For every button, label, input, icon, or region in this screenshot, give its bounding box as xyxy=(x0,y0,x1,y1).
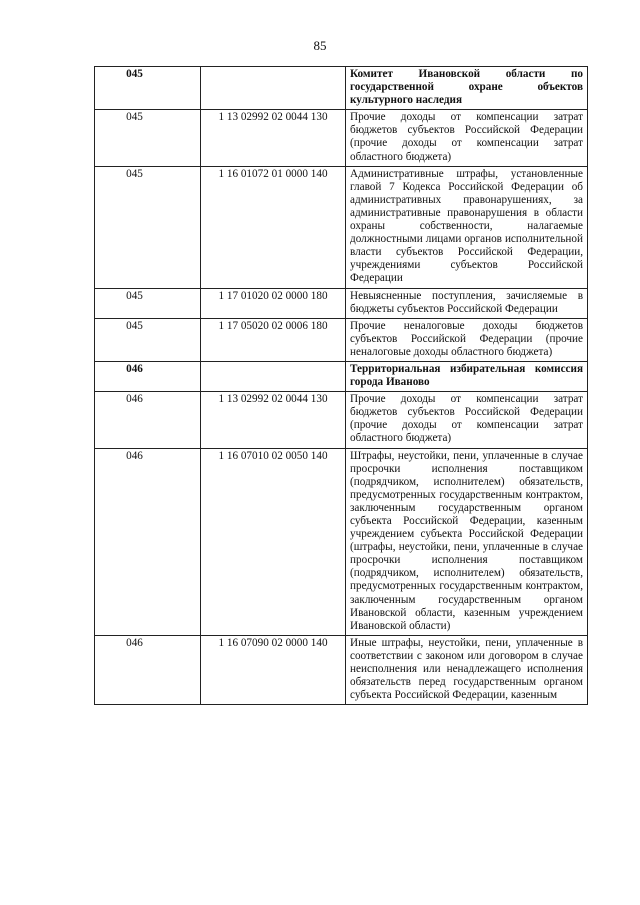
admin-code-cell: 046 xyxy=(95,635,201,704)
admin-code-cell: 045 xyxy=(95,166,201,288)
admin-code-cell: 046 xyxy=(95,392,201,448)
admin-code-cell: 046 xyxy=(95,361,201,391)
table-row xyxy=(95,361,588,391)
table-row xyxy=(95,392,588,448)
revenue-code-cell: 1 16 01072 01 0000 140 xyxy=(201,166,346,288)
table-row xyxy=(95,448,588,635)
description-cell: Иные штрафы, неустойки, пени, уплаченные в соответствии с законом или договором в случае неисполнения или ненадлежащего исполнения обязательств перед государственным органом субъекта Российской Федерации, казенным xyxy=(346,635,588,704)
admin-code-cell: 045 xyxy=(95,67,201,110)
admin-code-cell: 045 xyxy=(95,288,201,318)
revenue-code-cell xyxy=(201,361,346,391)
description-cell: Невыясненные поступления, зачисляемые в бюджеты субъектов Российской Федерации xyxy=(346,288,588,318)
revenue-code-cell: 1 16 07090 02 0000 140 xyxy=(201,635,346,704)
table-row xyxy=(95,166,588,288)
description-cell: Прочие доходы от компенсации затрат бюджетов субъектов Российской Федерации (прочие доходы от компенсации затрат областного бюджета) xyxy=(346,392,588,448)
revenue-codes-table xyxy=(94,66,588,705)
table-row xyxy=(95,318,588,361)
description-cell: Комитет Ивановской области по государственной охране объектов культурного наследия xyxy=(346,67,588,110)
revenue-code-cell: 1 13 02992 02 0044 130 xyxy=(201,392,346,448)
description-cell: Прочие неналоговые доходы бюджетов субъектов Российской Федерации (прочие неналоговые доходы областного бюджета) xyxy=(346,318,588,361)
description-cell: Административные штрафы, установленные главой 7 Кодекса Российской Федерации об административных правонарушениях, за административные правонарушения в области охраны собственности, налагаемые должностными лицами органов исполнительной власти субъектов Российской Федерации, учреждениями субъектов Российской Федерации xyxy=(346,166,588,288)
description-cell: Штрафы, неустойки, пени, уплаченные в случае просрочки исполнения поставщиком (подрядчиком, исполнителем) обязательств, предусмотренных государственным контрактом, заключенным государственным органом субъекта Российской Федерации, казенным учреждением субъекта Российской Федерации (штрафы, неустойки, пени, уплаченные в случае просрочки исполнения поставщиком (подрядчиком, исполнителем) обязательств, предусмотренных государственным контрактом, заключенным государственным органом Ивановской области, казенным учреждением Ивановской области) xyxy=(346,448,588,635)
revenue-code-cell xyxy=(201,67,346,110)
admin-code-cell: 045 xyxy=(95,110,201,166)
table-row xyxy=(95,635,588,704)
table-row xyxy=(95,110,588,166)
description-cell: Территориальная избирательная комиссия города Иваново xyxy=(346,361,588,391)
revenue-code-cell: 1 16 07010 02 0050 140 xyxy=(201,448,346,635)
admin-code-cell: 045 xyxy=(95,318,201,361)
page-number: 85 xyxy=(313,38,327,53)
table-row xyxy=(95,288,588,318)
revenue-code-cell: 1 17 01020 02 0000 180 xyxy=(201,288,346,318)
description-cell: Прочие доходы от компенсации затрат бюджетов субъектов Российской Федерации (прочие доходы от компенсации затрат областного бюджета) xyxy=(346,110,588,166)
revenue-code-cell: 1 13 02992 02 0044 130 xyxy=(201,110,346,166)
revenue-code-cell: 1 17 05020 02 0006 180 xyxy=(201,318,346,361)
admin-code-cell: 046 xyxy=(95,448,201,635)
table-row xyxy=(95,67,588,110)
